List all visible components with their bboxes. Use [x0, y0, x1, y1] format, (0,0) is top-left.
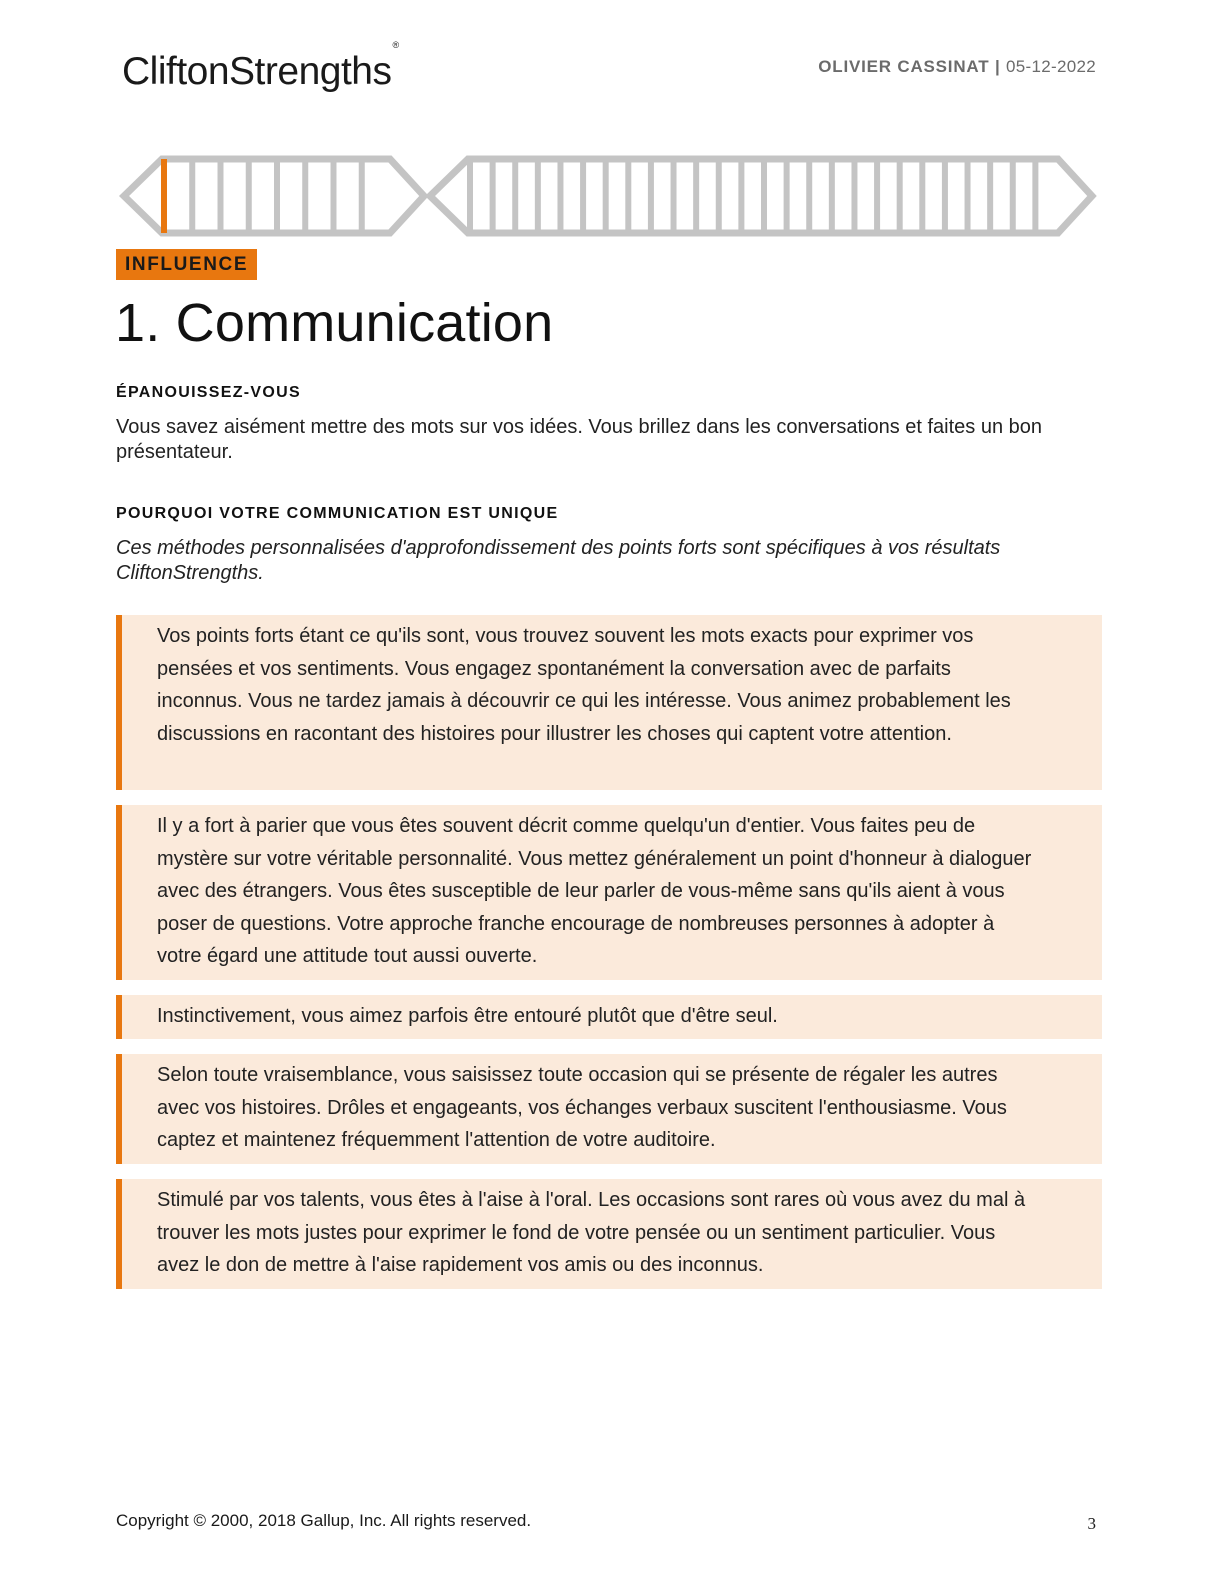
page-number: 3: [1087, 1514, 1096, 1533]
theme-title: 1. Communication: [115, 293, 554, 353]
domain-badge: INFLUENCE: [116, 249, 257, 280]
meta-separator: |: [994, 57, 1001, 76]
insight-text: Instinctivement, vous aimez parfois être entouré plutôt que d'être seul.: [157, 1005, 778, 1027]
report-meta: [818, 58, 1096, 75]
person-name: OLIVIER CASSINAT: [818, 57, 990, 76]
insight-box: [116, 1054, 1102, 1164]
insight-text: Selon toute vraisemblance, vous saisissez toute occasion qui se présente de régaler les autres avec vos histoires. Drôles et engageants, vos échanges verbaux suscitent l'enthousiasme. Vous captez et maintenez fréquemment l'attention de votre auditoire.: [157, 1064, 1007, 1151]
insight-box: [116, 615, 1102, 790]
report-date: 05-12-2022: [1006, 57, 1096, 76]
cliftonstrengths-logo: [122, 40, 399, 93]
insight-text: Il y a fort à parier que vous êtes souvent décrit comme quelqu'un d'entier. Vous faites peu de mystère sur votre véritable personnalité. Vous mettez généralement un point d'honneur à dialoguer avec des étrangers. Vous êtes susceptible de leur parler de vous-même sans qu'ils aient à vous poser de questions. Votre approche franche encourage de nombreuses personnes à adopter à votre égard une attitude tout aussi ouverte.: [157, 815, 1032, 967]
insight-text: Stimulé par vos talents, vous êtes à l'aise à l'oral. Les occasions sont rares où vous avez du mal à trouver les mots justes pour exprimer le fond de votre pensée ou un sentiment particulier. Vous avez le don de mettre à l'aise rapidement vos amis ou des inconnus.: [157, 1189, 1026, 1276]
unique-intro: Ces méthodes personnalisées d'approfondissement des points forts sont spécifiques à vos résultats CliftonStrengths.: [116, 537, 1001, 584]
insight-box: [116, 995, 1102, 1039]
thrive-text: Vous savez aisément mettre des mots sur vos idées. Vous brillez dans les conversations et faites un bon présentateur.: [116, 416, 1043, 463]
logo-text: CliftonStrengths: [122, 50, 392, 93]
insight-text: Vos points forts étant ce qu'ils sont, vous trouvez souvent les mots exacts pour exprimer vos pensées et vos sentiments. Vous engagez spontanément la conversation avec de parfaits inconnus. Vous ne tardez jamais à découvrir ce qui les intéresse. Vous animez probablement les discussions en racontant des histoires pour illustrer les choses qui captent votre attention.: [157, 625, 1011, 745]
copyright-notice: Copyright © 2000, 2018 Gallup, Inc. All rights reserved.: [116, 1511, 532, 1530]
strengths-rank-bar: [118, 153, 1098, 239]
insight-box: [116, 1179, 1102, 1289]
thrive-heading: ÉPANOUISSEZ-VOUS: [116, 384, 301, 401]
registered-mark: ®: [392, 40, 399, 50]
insight-box: [116, 805, 1102, 980]
unique-heading: POURQUOI VOTRE COMMUNICATION EST UNIQUE: [116, 505, 559, 522]
